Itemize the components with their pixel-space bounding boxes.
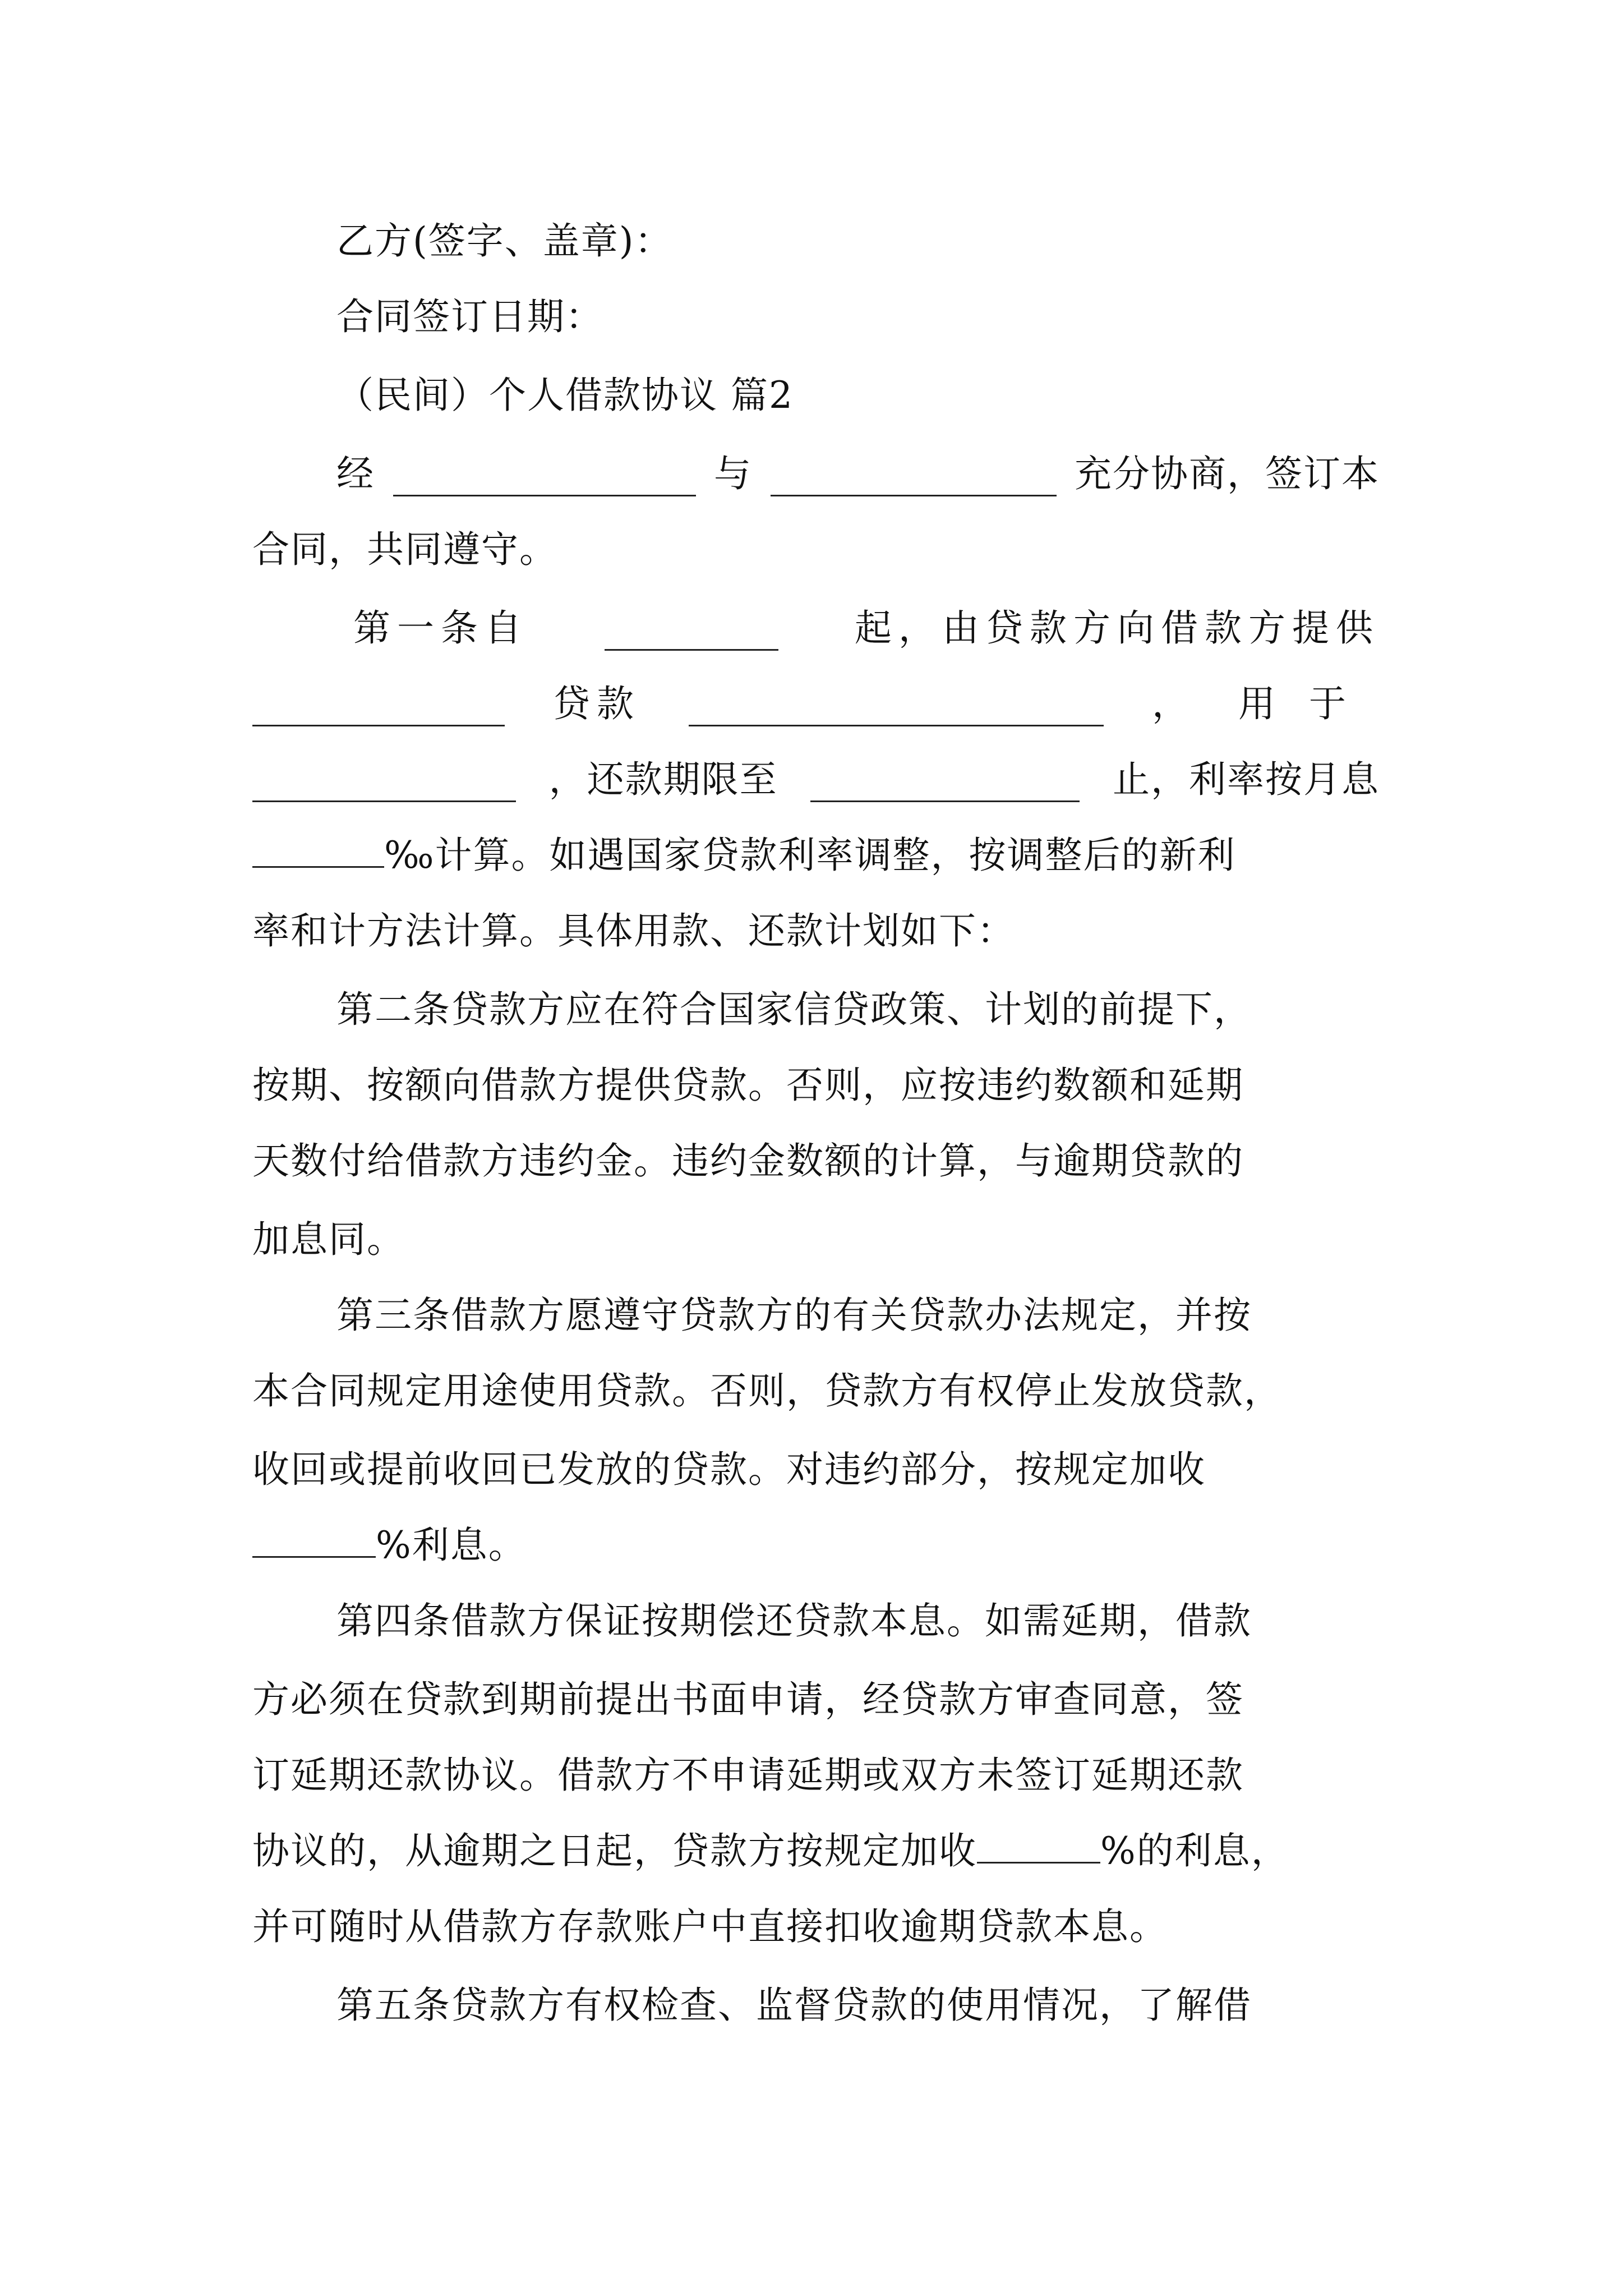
article-2-line-2: 按期、按额向借款方提供贷款。否则，应按违约数额和延期 — [252, 1064, 1244, 1107]
signature-party-b: 乙方(签字、盖章)： — [336, 219, 673, 263]
article-1-provide: 起，由贷款方向借款方提供 — [855, 606, 1380, 650]
article-1-loan: 贷款 — [553, 682, 640, 725]
signing-date: 合同签订日期： — [336, 295, 603, 338]
article-3-line-3: 收回或提前收回已发放的贷款。对违约部分，按规定加收 — [252, 1448, 1206, 1491]
article-1-rate: 止，利率按月息 — [1112, 758, 1380, 801]
article-2-line-3: 天数付给借款方违约金。违约金数额的计算，与逾期贷款的 — [252, 1139, 1244, 1182]
article-1-comma: ， — [1152, 682, 1190, 725]
party-b-blank — [771, 462, 1057, 496]
article-4-line-4 — [252, 1829, 1289, 1874]
loan-amount-blank — [689, 692, 1104, 726]
section-title: （民间）个人借款协议 篇2 — [336, 374, 794, 417]
article-3-line-4 — [252, 1523, 527, 1568]
article-4-line-1: 第四条借款方保证按期偿还贷款本息。如需延期，借款 — [336, 1599, 1252, 1642]
article-4-interest: %的利息， — [1100, 1829, 1289, 1872]
loan-purpose-blank — [252, 768, 516, 802]
article-1-start: 第一条自 — [353, 606, 528, 650]
article-1-line-4 — [252, 833, 1236, 878]
intro-line-2: 合同，共同遵守。 — [252, 528, 557, 571]
overdue-rate-blank — [977, 1829, 1100, 1864]
article-3-line-1: 第三条借款方愿遵守贷款方的有关贷款办法规定，并按 — [336, 1294, 1252, 1337]
monthly-rate-blank — [252, 834, 384, 868]
article-3-interest: %利息。 — [376, 1524, 527, 1567]
article-1-term: ，还款期限至 — [548, 758, 778, 801]
article-1-line-3 — [252, 757, 1380, 802]
loan-type-blank — [252, 692, 505, 726]
article-1-line-5: 率和计方法计算。具体用款、还款计划如下： — [252, 909, 1015, 953]
intro-word-1: 经 — [336, 452, 375, 495]
start-date-blank — [605, 616, 778, 651]
repay-deadline-blank — [810, 768, 1080, 802]
intro-line-1 — [336, 452, 1380, 496]
article-4-line-5: 并可随时从借款方存款账户中直接扣收逾期贷款本息。 — [252, 1905, 1168, 1948]
article-4-line-2: 方必须在贷款到期前提出书面申请，经贷款方审查同意，签 — [252, 1678, 1244, 1721]
intro-word-2: 与 — [714, 452, 752, 495]
article-1-use: 用于 — [1238, 682, 1380, 725]
article-4-line-3: 订延期还款协议。借款方不申请延期或双方未签订延期还款 — [252, 1754, 1244, 1797]
article-1-calc: ‰计算。如遇国家贷款利率调整，按调整后的新利 — [384, 834, 1236, 877]
article-1-line-2 — [252, 682, 1380, 726]
penalty-rate-blank — [252, 1524, 376, 1558]
article-2-line-1: 第二条贷款方应在符合国家信贷政策、计划的前提下， — [336, 988, 1252, 1031]
article-5-line-1: 第五条贷款方有权检查、监督贷款的使用情况，了解借 — [336, 1984, 1252, 2027]
article-2-line-4: 加息同。 — [252, 1218, 405, 1261]
article-1-line-1 — [353, 606, 1380, 651]
party-a-blank — [393, 462, 696, 496]
intro-word-3: 充分协商，签订本 — [1075, 452, 1380, 495]
article-3-line-2: 本合同规定用途使用贷款。否则，贷款方有权停止发放贷款， — [252, 1369, 1282, 1412]
article-4-overdue: 协议的，从逾期之日起，贷款方按规定加收 — [252, 1829, 977, 1872]
